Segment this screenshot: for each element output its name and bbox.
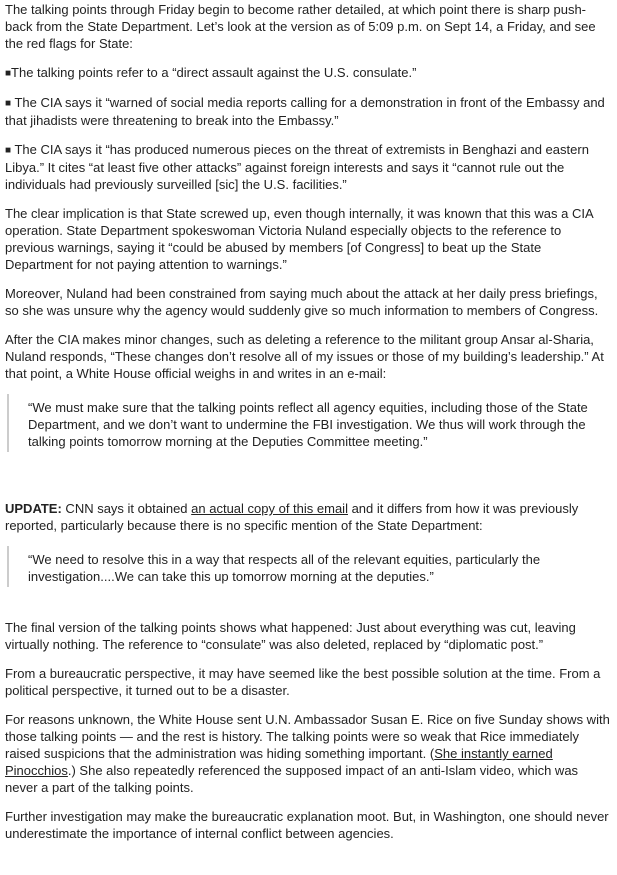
bullet-item	[5, 64, 611, 82]
blockquote-text: “We need to resolve this in a way that respects all of the relevant equities, particularly the investigation....We can take this up tomorrow morning at the deputies.”	[28, 552, 541, 584]
bullet-text: The talking points refer to a “direct assault against the U.S. consulate.”	[11, 65, 417, 80]
spacer	[5, 464, 611, 500]
body-paragraph: The final version of the talking points shows what happened: Just about everything was cut, leaving virtually nothing. The reference to “consulate” was also deleted, replaced by “diplomatic post.”	[5, 620, 576, 652]
bullet-item	[5, 94, 611, 129]
update-paragraph	[5, 500, 611, 534]
update-text: and it differs from how it was previously reported, particularly because there is no specific mention of the State Department:	[5, 501, 579, 533]
body-paragraph: Moreover, Nuland had been constrained from saying much about the attack at her daily press briefings, so she was unsure why the agency would suddenly give so much information to members of Congress.	[5, 286, 599, 318]
update-text: CNN says it obtained	[61, 501, 192, 516]
body-paragraph: After the CIA makes minor changes, such as deleting a reference to the militant group Ansar al-Sharia, Nuland responds, “These changes don’t resolve all of my issues or those of my building’s leadership.” At that point, a White House official weighs in and writes in an e-mail:	[5, 332, 604, 381]
body-text: .) She also repeatedly referenced the supposed impact of an anti-Islam video, which was never a part of the talking points.	[5, 763, 579, 795]
email-copy-link[interactable]: an actual copy of this email	[191, 501, 348, 516]
body-paragraph	[5, 711, 611, 796]
bullet-item	[5, 141, 611, 193]
closing-paragraph: Further investigation may make the bureaucratic explanation moot. But, in Washington, one should never underestimate the importance of internal conflict between agencies.	[5, 809, 609, 841]
square-bullet-icon: ■	[5, 68, 12, 79]
square-bullet-icon: ■	[5, 145, 12, 156]
update-label: UPDATE:	[5, 501, 62, 516]
body-paragraph: From a bureaucratic perspective, it may have seemed like the best possible solution at the time. From a political perspective, it turned out to be a disaster.	[5, 666, 601, 698]
blockquote-cnn-email	[7, 546, 611, 587]
bullet-text: The CIA says it “warned of social media reports calling for a demonstration in front of the Embassy and that jihadists were threatening to break into the Embassy.”	[5, 95, 605, 128]
pinocchios-link[interactable]: She instantly earned Pinocchios	[5, 746, 553, 778]
bullet-text: The CIA says it “has produced numerous pieces on the threat of extremists in Benghazi and eastern Libya.” It cites “at least five other attacks” against foreign interests and says it “cannot rule out the individuals had previously surveilled [sic] the U.S. facilities.”	[5, 142, 589, 192]
body-paragraph: The clear implication is that State screwed up, even though internally, it was known that this was a CIA operation. State Department spokeswoman Victoria Nuland especially objects to the reference to previous warnings, saying it “could be abused by members [of Congress] to beat up the State Department for not paying attention to warnings.”	[5, 206, 593, 272]
spacer	[5, 599, 611, 619]
intro-paragraph: The talking points through Friday begin to become rather detailed, at which point there is sharp push-back from the State Department. Let’s look at the version as of 5:09 p.m. on Sept 14, a Friday, and see the red flags for State:	[5, 2, 596, 51]
blockquote-text: “We must make sure that the talking points reflect all agency equities, including those of the State Department, and we don’t want to undermine the FBI investigation. We thus will work through the talking points tomorrow morning at the Deputies Committee meeting.”	[28, 400, 588, 449]
body-text: For reasons unknown, the White House sent U.N. Ambassador Susan E. Rice on five Sunday shows with those talking points — and the rest is history. The talking points were so weak that Rice immediately raised suspicions that the administration was hiding something important. (	[5, 712, 610, 761]
square-bullet-icon: ■	[5, 98, 12, 109]
blockquote-email	[7, 394, 611, 452]
